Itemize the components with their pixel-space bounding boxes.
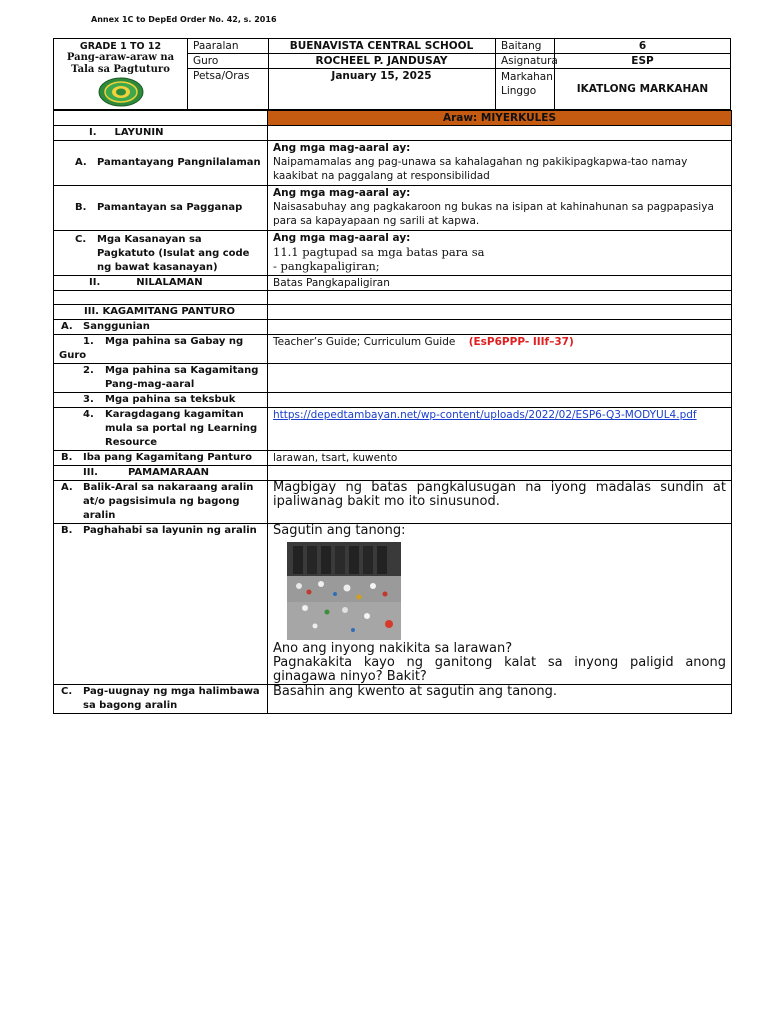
- annex-label: Annex 1C to DepEd Order No. 42, s. 2016: [91, 15, 277, 24]
- kagamitang-pang-mag-aaral-label: 2. Mga pahina sa Kagamitang Pang-mag-aaral: [54, 364, 268, 393]
- pamantayan-sa-pagganap-value: Ang mga mag-aaral ay: Naisasabuhay ang pagkakaroon ng bukas na isipan at kahinahunan sa pagpapasiya para sa kapayapaan ng sarili at kapwa.: [268, 186, 732, 231]
- layunin-heading: I. LAYUNIN: [54, 126, 268, 141]
- nilalaman-value: Batas Pangkapaligiran: [268, 276, 732, 291]
- dll-title: Pang-araw-araw na Tala sa Pagtuturo: [66, 52, 175, 75]
- asignatura-label: Asignatura: [501, 55, 558, 67]
- grade-label: GRADE 1 TO 12: [79, 41, 162, 52]
- balik-aral-value: Magbigay ng batas pangkalusugan na iyong madalas sundin at ipaliwanag bakit mo ito sinusunod.: [268, 481, 732, 524]
- teksbuk-value: [268, 393, 732, 408]
- kagamitan-heading: III. KAGAMITANG PANTURO: [54, 305, 268, 320]
- paaralan-value: BUENAVISTA CENTRAL SCHOOL: [289, 40, 474, 52]
- pamantayan-sa-pagganap-label: B. Pamantayan sa Pagganap: [54, 186, 268, 231]
- curriculum-code: (EsP6PPP- IIIf–37): [468, 336, 574, 348]
- litter-street-image: [287, 542, 401, 640]
- markahan-label: Markahan Linggo: [501, 71, 553, 97]
- petsa-value: January 15, 2025: [331, 70, 432, 82]
- guro-value: ROCHEEL P. JANDUSAY: [315, 55, 448, 67]
- header-table: [53, 38, 731, 110]
- markahan-value: IKATLONG MARKAHAN: [576, 83, 709, 95]
- paghahabi-value: Sagutin ang tanong: Ano ang inyong nakikita sa larawan? Pagnakakita kayo ng ganitong kalat sa inyong paligid anong ginagawa ninyo? Bakit?: [268, 524, 732, 685]
- pag-uugnay-label: C. Pag-uugnay ng mga halimbawa sa bagong aralin: [54, 685, 268, 714]
- gabay-guro-label: 1. Mga pahina sa Gabay ng Guro: [54, 335, 268, 364]
- kagamitang-pang-mag-aaral-value: [268, 364, 732, 393]
- kasanayan-label: C. Mga Kasanayan sa Pagkatuto (Isulat ang code ng bawat kasanayan): [54, 231, 268, 276]
- paghahabi-label: B. Paghahabi sa layunin ng aralin: [54, 524, 268, 685]
- lesson-table: [53, 110, 732, 714]
- pag-uugnay-value: Basahin ang kwento at sagutin ang tanong.: [268, 685, 732, 714]
- nilalaman-heading: II. NILALAMAN: [54, 276, 268, 291]
- paaralan-label: Paaralan: [193, 40, 239, 52]
- guro-label: Guro: [193, 55, 219, 67]
- pamantayang-pangnilalaman-label: A. Pamantayang Pangnilalaman: [54, 141, 268, 186]
- kasanayan-value: Ang mga mag-aaral ay: 11.1 pagtupad sa mga batas para sa - pangkapaligiran;: [268, 231, 732, 276]
- karagdagang-kagamitan-label: 4. Karagdagang kagamitan mula sa portal ng Learning Resource: [54, 408, 268, 451]
- iba-pang-kagamitan-value: larawan, tsart, kuwento: [268, 451, 732, 466]
- baitang-label: Baitang: [501, 40, 542, 52]
- deped-seal-icon: [98, 77, 144, 107]
- teksbuk-label: 3. Mga pahina sa teksbuk: [54, 393, 268, 408]
- araw-cell: Araw: MIYERKULES: [268, 111, 732, 126]
- baitang-value: 6: [638, 40, 647, 52]
- modyul-link[interactable]: https://depedtambayan.net/wp-content/uploads/2022/02/ESP6-Q3-MODYUL4.pdf: [273, 409, 697, 421]
- pamantayang-pangnilalaman-value: Ang mga mag-aaral ay: Naipamamalas ang pag-unawa sa kahalagahan ng pakikipagkapwa-tao namay kaakibat na paggalang at responsibilidad: [268, 141, 732, 186]
- pamamaraan-heading: III. PAMAMARAAN: [54, 466, 268, 481]
- sanggunian-label: A. Sanggunian: [54, 320, 268, 335]
- asignatura-value: ESP: [631, 55, 654, 67]
- petsa-label: Petsa/Oras: [193, 70, 250, 82]
- iba-pang-kagamitan-label: B. Iba pang Kagamitang Panturo: [54, 451, 268, 466]
- balik-aral-label: A. Balik-Aral sa nakaraang aralin at/o pagsisimula ng bagong aralin: [54, 481, 268, 524]
- gabay-guro-value: Teacher’s Guide; Curriculum Guide (EsP6PPP- IIIf–37): [268, 335, 732, 364]
